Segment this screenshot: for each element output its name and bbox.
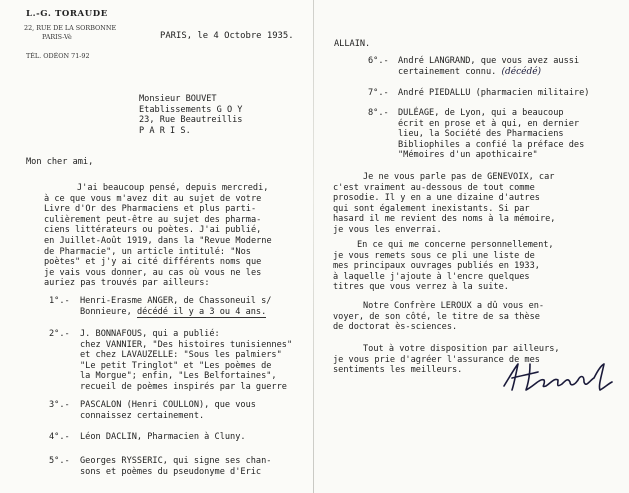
item-line: recueil de poèmes inspirés par la guerre [80, 381, 287, 392]
paragraph-line: sentiments les meilleurs. [333, 365, 463, 376]
paragraph-line: voyer, de son côté, le titre de sa thèse [333, 311, 540, 322]
item-line-text: Bonnieure, [80, 306, 132, 317]
paragraph-leroux [333, 301, 544, 333]
item-line: Bibliophiles a confié la préface des [398, 139, 585, 150]
item-2 [80, 329, 292, 393]
item-8 [398, 108, 584, 161]
item-line: Henri-Erasme ANGER, de Chassoneuil s/ [80, 296, 272, 306]
paragraph-line: titres que vous verrez à la suite. [333, 282, 509, 293]
paragraph-line: je vous remets sous ce pli une liste de [333, 250, 535, 261]
item-line: "Mémoires d'un apothicaire" [398, 150, 538, 161]
recipient-line: P A R I S. [139, 125, 191, 136]
item-7 [398, 88, 589, 99]
paragraph-line: Tout à votre disposition par ailleurs, [363, 344, 560, 354]
paragraph-personal [333, 240, 554, 293]
paragraph-line: de Pharmacie", un article intitulé: "Nos [44, 246, 251, 257]
item-1 [80, 296, 271, 317]
item-number: 8°.- [368, 108, 389, 118]
item-number: 5°.- [49, 456, 70, 466]
handwritten-signature [500, 356, 618, 398]
item-line [80, 307, 271, 318]
item-line: Léon DACLIN, Pharmacien à Cluny. [80, 432, 246, 442]
salutation: Mon cher ami, [26, 157, 94, 167]
item-line: Georges RYSSERIC, qui signe ses chan- [80, 456, 272, 466]
paragraph-line: à laquelle j'ajoute à l'encre quelques [333, 271, 530, 282]
item-line: sons et poèmes du pseudonyme d'Eric [80, 466, 262, 477]
item-line: André PIEDALLU (pharmacien militaire) [398, 88, 590, 98]
paragraph-line: Livre d'Or des Pharmaciens et plus parti- [44, 204, 257, 215]
letterhead-city: PARIS-Vè [42, 33, 72, 41]
item-line: chez VANNIER, "Des histoires tunisiennes" [80, 339, 293, 350]
paragraph-line: culièrement peut-être au sujet des pharma- [44, 214, 262, 225]
paragraph-line: poètes" et j'y ai cité différents noms que [44, 257, 262, 268]
item-number: 3°.- [49, 400, 70, 410]
item-6 [398, 56, 579, 77]
paragraph-line: Je ne vous parle pas de GENEVOIX, car [363, 172, 555, 182]
item-line: et chez LAVAUZELLE: "Sous les palmiers" [80, 350, 282, 361]
paragraph-line: je vais vous donner, au cas où vous ne les [44, 267, 262, 278]
recipient-block [139, 94, 242, 136]
paragraph-line: En ce qui me concerne personnellement, [357, 240, 554, 250]
left-page [0, 0, 314, 493]
item-line: J. BONNAFOUS, qui a publié: [80, 329, 220, 339]
paragraph-line: de doctorat ès-sciences. [333, 322, 458, 333]
item-handwritten-note: décédé il y a 3 ou 4 ans. [136, 306, 267, 317]
item-number: 4°.- [49, 432, 70, 442]
right-page [314, 0, 629, 493]
recipient-line: 23, Rue Beautreillis [139, 115, 243, 126]
paragraph-line: qui sont également inexistants. Si par [333, 203, 530, 214]
item-line: DULÉAGE, de Lyon, qui a beaucoup [398, 108, 564, 118]
item-4 [80, 432, 246, 443]
item-number: 1°.- [49, 296, 70, 306]
paragraph-line: en Juillet-Août 1919, dans la "Revue Moderne [44, 235, 272, 246]
item-number: 2°.- [49, 329, 70, 339]
paragraph-line: mes principaux ouvrages publiés en 1933, [333, 261, 540, 272]
paragraph-line: prosodie. Il y en a une dizaine d'autres [333, 193, 540, 204]
intro-paragraph [44, 183, 312, 289]
paragraph-line: je vous les enverrai. [333, 224, 442, 235]
letterhead-name: L.-G. TORAUDE [26, 9, 108, 19]
paragraph-line: auriez pas trouvés par ailleurs: [44, 278, 210, 289]
item-5 [80, 456, 271, 477]
item-line: André LANGRAND, que vous avez aussi [398, 56, 580, 66]
paragraph-genevoix [333, 172, 555, 236]
paragraph-line: hasard il me revient des noms à la mémoire, [333, 214, 556, 225]
paragraph-line: c'est vraiment au-dessous de tout comme [333, 182, 535, 193]
paragraph-line: Notre Confrère LEROUX a dû vous en- [363, 301, 545, 311]
paragraph-line: à ce que vous m'avez dit au sujet de votre [44, 193, 262, 204]
paragraph-line: J'ai beaucoup pensé, depuis mercredi, [77, 183, 269, 193]
item-number: 6°.- [368, 56, 389, 66]
paragraph-line: je vous prie d'agréer l'assurance de mes [333, 354, 540, 365]
item-line-text: certainement connu. [398, 66, 497, 77]
item-line: la Morgue"; enfin, "Les Belfortaines", [80, 371, 277, 382]
letterhead-address: 22, RUE DE LA SORBONNE [24, 24, 117, 32]
recipient-line: Etablissements G O Y [139, 104, 243, 115]
item-number: 7°.- [368, 88, 389, 98]
item-line: lieu, la Société des Pharmaciens [398, 129, 564, 140]
recipient-line: Monsieur BOUVET [139, 94, 217, 104]
item-line: "Le petit Tringlot" et "Les poèmes de [80, 360, 272, 371]
continued-name: ALLAIN. [334, 39, 371, 49]
item-handwritten-note: (décédé) [501, 66, 542, 77]
paragraph-line: ciens littérateurs ou poètes. J'ai publié, [44, 225, 262, 236]
item-line [398, 67, 579, 78]
item-line: connaissez certainement. [80, 410, 205, 421]
letter-date: PARIS, le 4 Octobre 1935. [160, 31, 294, 41]
item-line: écrit en prose et à qui, en dernier [398, 118, 580, 129]
letterhead-phone: TÉL. ODÉON 71-92 [26, 52, 90, 60]
item-line: PASCALON (Henri COULLON), que vous [80, 400, 256, 410]
item-3 [80, 400, 256, 421]
